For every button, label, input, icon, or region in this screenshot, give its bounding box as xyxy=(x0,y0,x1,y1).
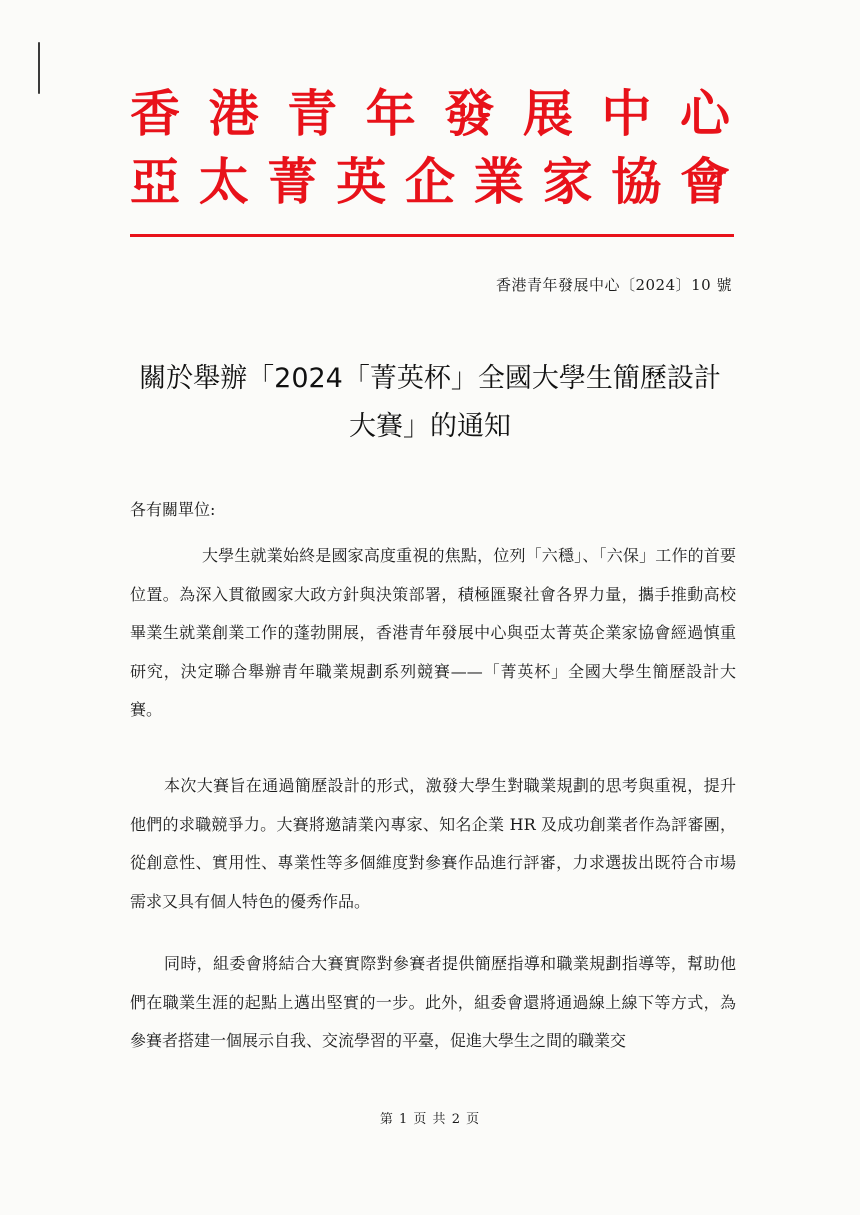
page-footer: 第 1 页 共 2 页 xyxy=(379,1112,481,1127)
body-paragraph: 同時，組委會將結合大賽實際對參賽者提供簡歷指導和職業規劃指導等，幫助他們在職業生涯的起點上邁出堅實的一步。此外，組委會還將通過線上線下等方式，為參賽者搭建一個展示自我、交流學習的平臺，促進大學生之間的職業交 xyxy=(130,954,736,1050)
title-line-2: 大賽」的通知 xyxy=(349,411,511,442)
document-title xyxy=(110,355,750,451)
title-line-1: 關於舉辦「2024「菁英杯」全國大學生簡歷設計 xyxy=(139,363,721,394)
letterhead-org-2: 亞 太 菁 英 企 業 家 協 會 xyxy=(130,153,730,211)
body-paragraph: 大學生就業始終是國家高度重視的焦點，位列「六穩」、「六保」工作的首要位置。為深入貫徹國家大政方針與決策部署，積極匯聚社會各界力量，攜手推動高校畢業生就業創業工作的蓬勃開展，香港青年發展中心與亞太菁英企業家協會經過慎重研究，決定聯合舉辦青年職業規劃系列競賽——「菁英杯」全國大學生簡歷設計大賽。 xyxy=(130,546,736,719)
letterhead-divider xyxy=(130,234,734,237)
letterhead-org-1: 香 港 青 年 發 展 中 心 xyxy=(130,85,730,143)
body-paragraph: 本次大賽旨在通過簡歷設計的形式，激發大學生對職業規劃的思考與重視，提升他們的求職競爭力。大賽將邀請業內專家、知名企業 HR 及成功創業者作為評審團，從創意性、實用性、專業性等多個維度對參賽作品進行評審，力求選拔出既符合市場需求又具有個人特色的優秀作品。 xyxy=(130,776,736,911)
salutation: 各有關單位: xyxy=(130,500,216,519)
scan-artifact xyxy=(38,42,40,94)
document-number: 香港青年發展中心〔2024〕10 號 xyxy=(495,276,732,294)
